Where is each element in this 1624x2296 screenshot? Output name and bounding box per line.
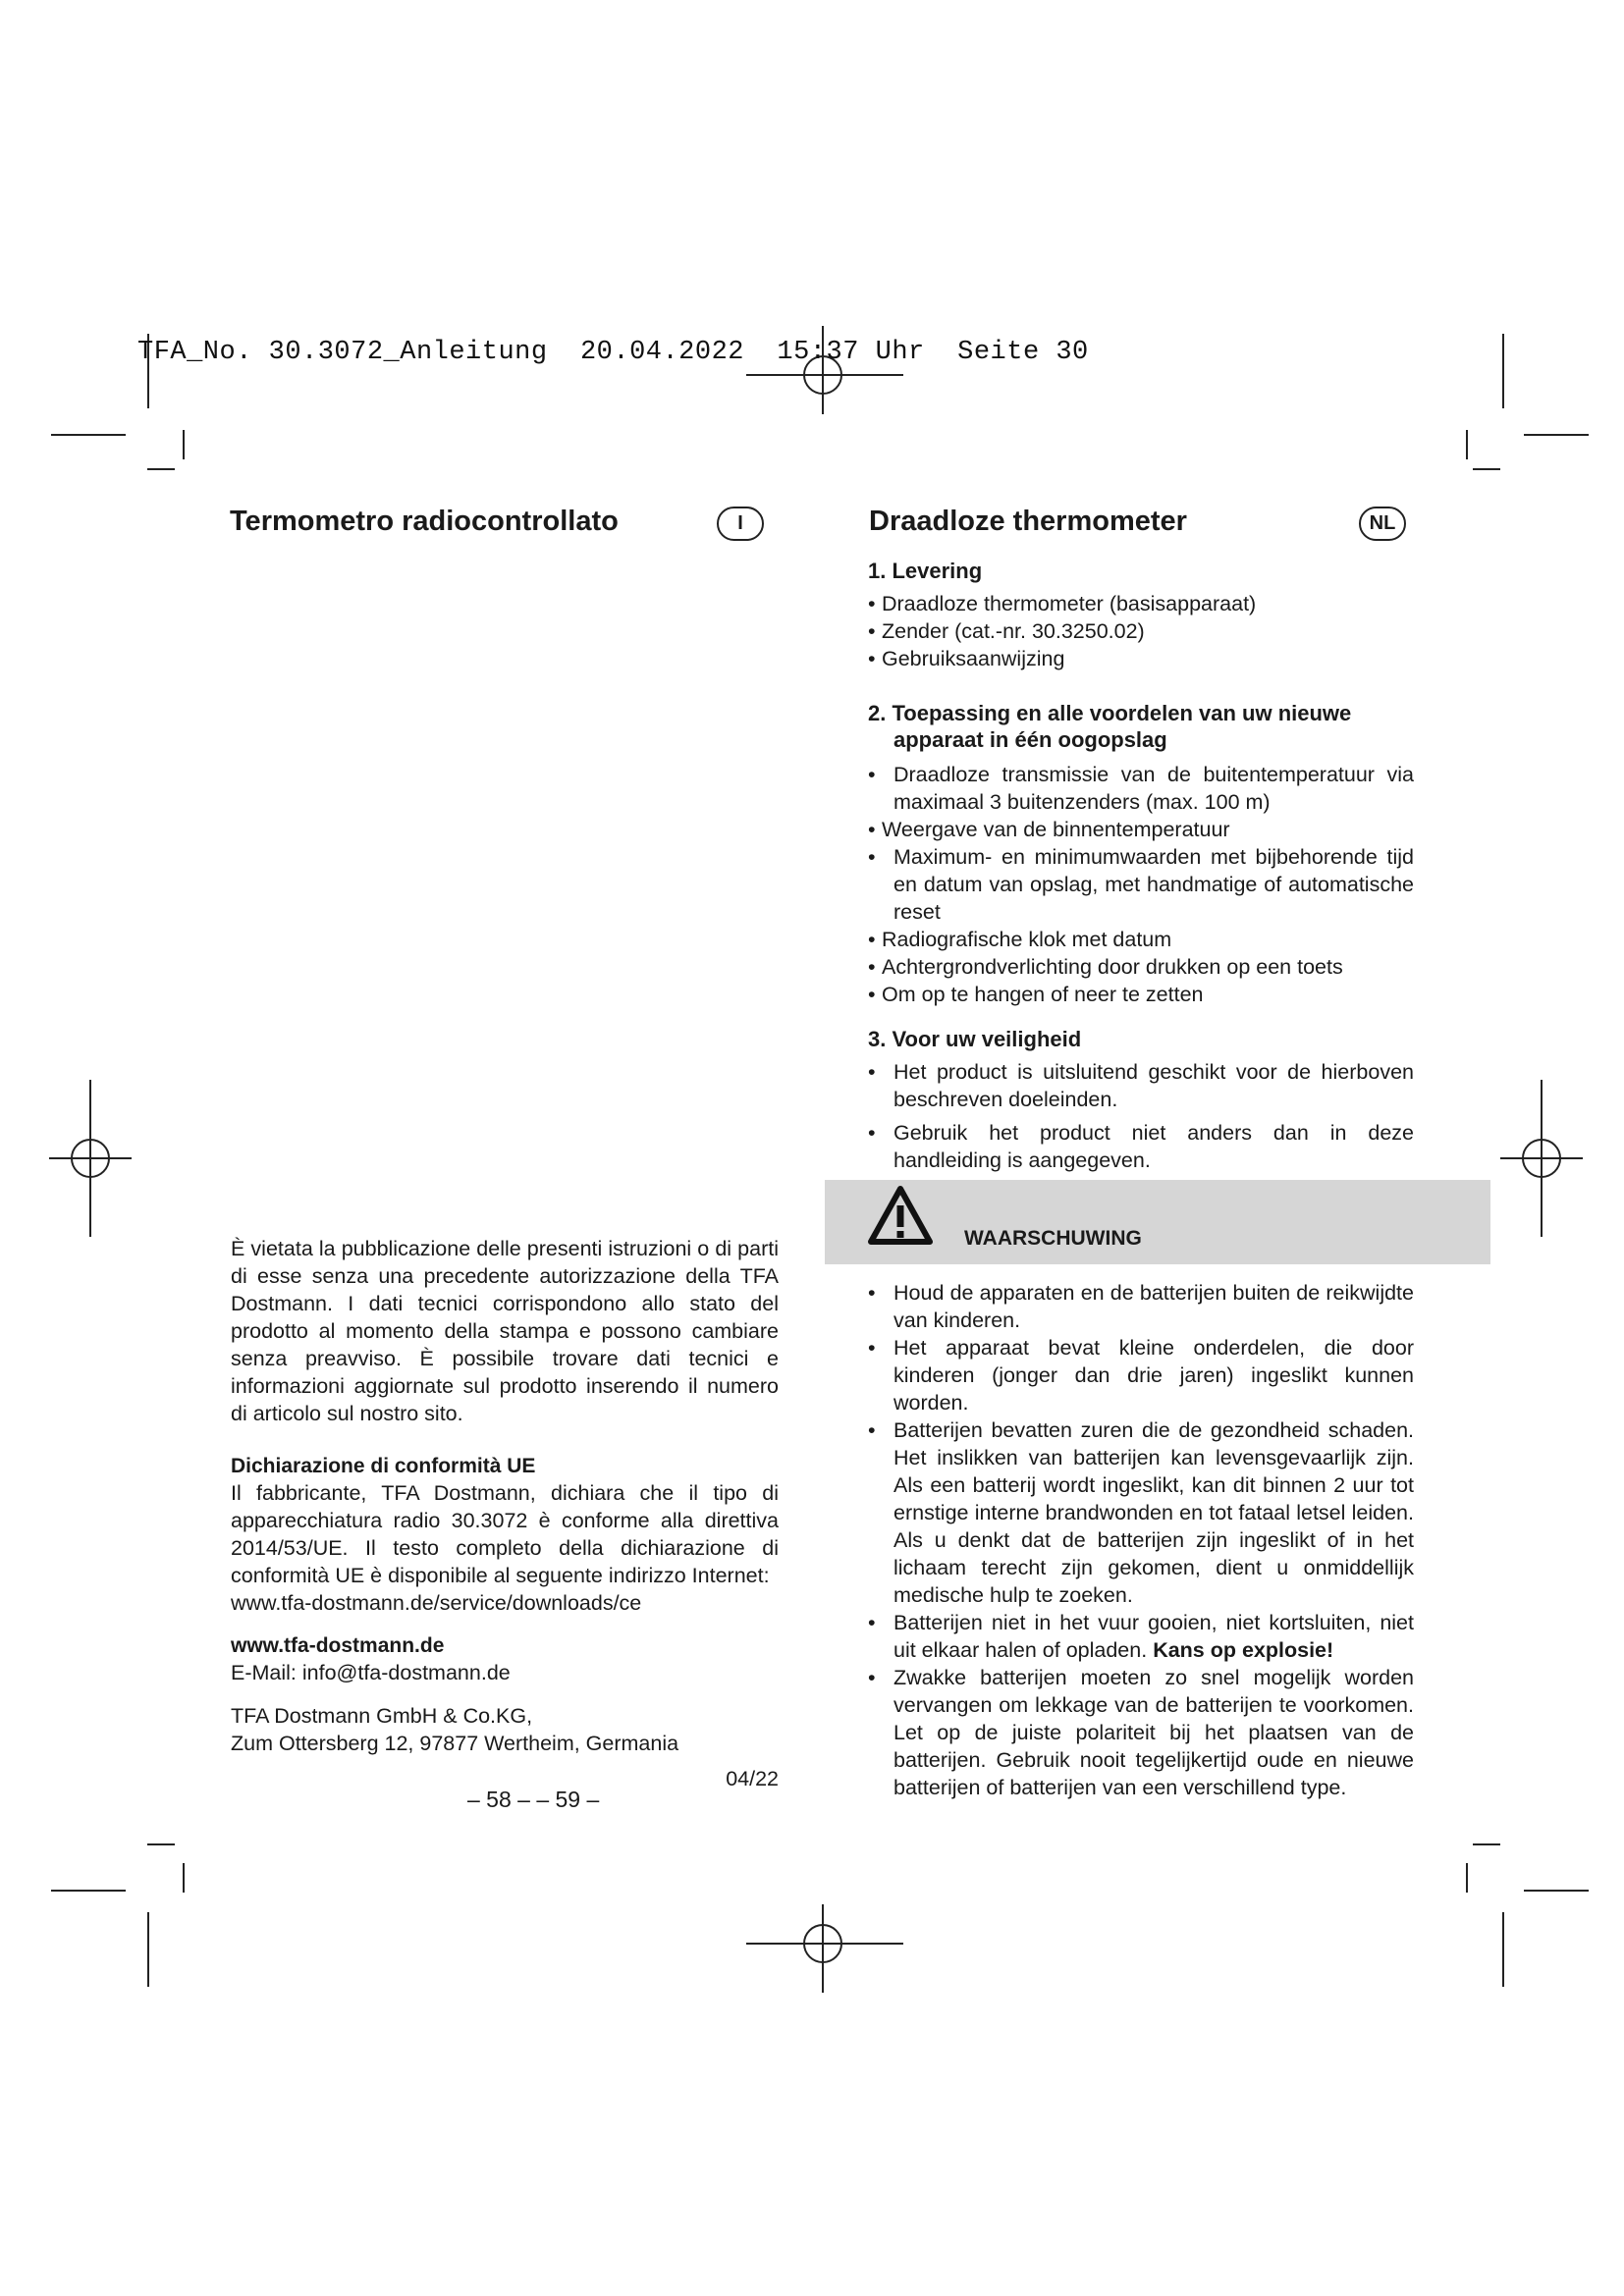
crop-mark	[1502, 334, 1504, 408]
delivery-list	[868, 590, 1414, 672]
company-address: Zum Ottersberg 12, 97877 Wertheim, Germania	[231, 1732, 679, 1755]
list-item: • Om op te hangen of neer te zetten	[868, 981, 1414, 1008]
list-item: • Gebruik het product niet anders dan in deze handleiding is aangegeven.	[868, 1119, 1414, 1174]
warning-text: Batterijen niet in het vuur gooien, niet kortsluiten, niet uit elkaar halen of opladen.	[893, 1611, 1414, 1662]
section-delivery	[868, 558, 1414, 672]
crop-mark	[1473, 468, 1500, 470]
list-item: • Weergave van de binnentemperatuur	[868, 816, 1414, 843]
website: www.tfa-dostmann.de	[231, 1634, 445, 1657]
list-item: • Houd de apparaten en de batterijen buiten de reikwijdte van kinderen.	[868, 1279, 1414, 1334]
list-item: • Het apparaat bevat kleine onderdelen, die door kinderen (jonger dan drie jaren) ingeslikt kunnen worden.	[868, 1334, 1414, 1416]
left-page-title: Termometro radiocontrollato	[230, 506, 619, 537]
list-item: • Het product is uitsluitend geschikt voor de hierboven beschreven doeleinden.	[868, 1058, 1414, 1113]
conformity-url: www.tfa-dostmann.de/service/downloads/ce	[231, 1591, 642, 1615]
section-heading: 3. Voor uw veiligheid	[868, 1027, 1082, 1051]
list-item: • Gebruiksaanwijzing	[868, 645, 1414, 672]
crop-mark	[51, 434, 126, 436]
page-numbers: – 58 – – 59 –	[467, 1787, 600, 1812]
section-heading: 1. Levering	[868, 559, 983, 583]
registration-mark	[49, 1080, 132, 1237]
warning-triangle-icon	[867, 1185, 934, 1246]
list-item: • Radiografische klok met datum	[868, 926, 1414, 953]
list-item	[868, 1609, 1414, 1664]
list-item: • Draadloze thermometer (basisapparaat)	[868, 590, 1414, 617]
section-safety	[868, 1026, 1414, 1174]
language-badge-it: I	[717, 507, 764, 541]
print-header: TFA_No. 30.3072_Anleitung 20.04.2022 15:37 Uhr Seite 30	[137, 338, 1089, 367]
crop-mark	[183, 430, 185, 459]
right-page-title: Draadloze thermometer	[869, 506, 1187, 537]
crop-mark	[51, 1890, 126, 1892]
language-badge-nl: NL	[1359, 507, 1406, 541]
list-item: • Batterijen bevatten zuren die de gezondheid schaden. Het inslikken van batterijen kan levensgevaarlijk zijn. Als een batterij wordt ingeslikt, kan dit binnen 2 uur tot ernstige interne brandwonden en tot fataal letsel leiden. Als u denkt dat de batterijen zijn ingeslikt of in het lichaam terecht zijn gekomen, dient u onmiddellijk medische hulp te zoeken.	[868, 1416, 1414, 1609]
crop-mark	[1473, 1843, 1500, 1845]
list-item: • Zwakke batterijen moeten zo snel mogelijk worden vervangen om lekkage van de batterijen te voorkomen. Let op de juiste polariteit bij het plaatsen van de batterijen. Gebruik nooit tegelijkertijd oude en nieuwe batterijen of batterijen van een verschillend type.	[868, 1664, 1414, 1801]
section-heading: 2. Toepassing en alle voordelen van uw nieuwe apparaat in één oogopslag	[868, 701, 1352, 752]
crop-mark	[1466, 430, 1468, 459]
left-imprint	[231, 1235, 779, 1792]
explosion-warning: Kans op explosie!	[1153, 1638, 1334, 1662]
warning-list	[868, 1279, 1414, 1801]
list-item: • Zender (cat.-nr. 30.3250.02)	[868, 617, 1414, 645]
list-item: • Achtergrondverlichting door drukken op een toets	[868, 953, 1414, 981]
crop-mark	[1524, 1890, 1589, 1892]
crop-mark	[147, 468, 175, 470]
crop-mark	[183, 1863, 185, 1893]
warning-list-section	[868, 1279, 1414, 1801]
crop-mark	[1524, 434, 1589, 436]
list-item: • Draadloze transmissie van de buitentemperatuur via maximaal 3 buitenzenders (max. 100 m)	[868, 761, 1414, 816]
safety-list	[868, 1058, 1414, 1174]
registration-mark	[1500, 1080, 1583, 1237]
features-list	[868, 761, 1414, 1008]
crop-mark	[147, 1912, 149, 1987]
crop-mark	[1502, 1912, 1504, 1987]
list-item: • Maximum- en minimumwaarden met bijbehorende tijd en datum van opslag, met handmatige of automatische reset	[868, 843, 1414, 926]
company-name: TFA Dostmann GmbH & Co.KG,	[231, 1704, 533, 1728]
conformity-heading: Dichiarazione di conformità UE	[231, 1455, 536, 1477]
crop-mark	[147, 1843, 175, 1845]
warning-label: WAARSCHUWING	[964, 1227, 1142, 1250]
registration-mark	[746, 1904, 903, 1993]
copyright-notice: È vietata la pubblicazione delle presenti istruzioni o di parti di esse senza una precedente autorizzazione della TFA Dostmann. I dati tecnici corrispondono allo stato del prodotto al momento della stampa e possono cambiare senza preavviso. È possibile trovare dati tecnici e informazioni aggiornate sul prodotto inserendo il numero di articolo sul nostro sito.	[231, 1237, 779, 1425]
conformity-text: Il fabbricante, TFA Dostmann, dichiara che il tipo di apparecchiatura radio 30.3072 è conforme alla direttiva 2014/53/UE. Il testo completo della dichiarazione di conformità UE è disponibile al seguente indirizzo Internet:	[231, 1481, 779, 1587]
crop-mark	[1466, 1863, 1468, 1893]
section-features	[868, 700, 1414, 1008]
version-code: 04/22	[726, 1767, 779, 1790]
email: E-Mail: info@tfa-dostmann.de	[231, 1661, 511, 1684]
